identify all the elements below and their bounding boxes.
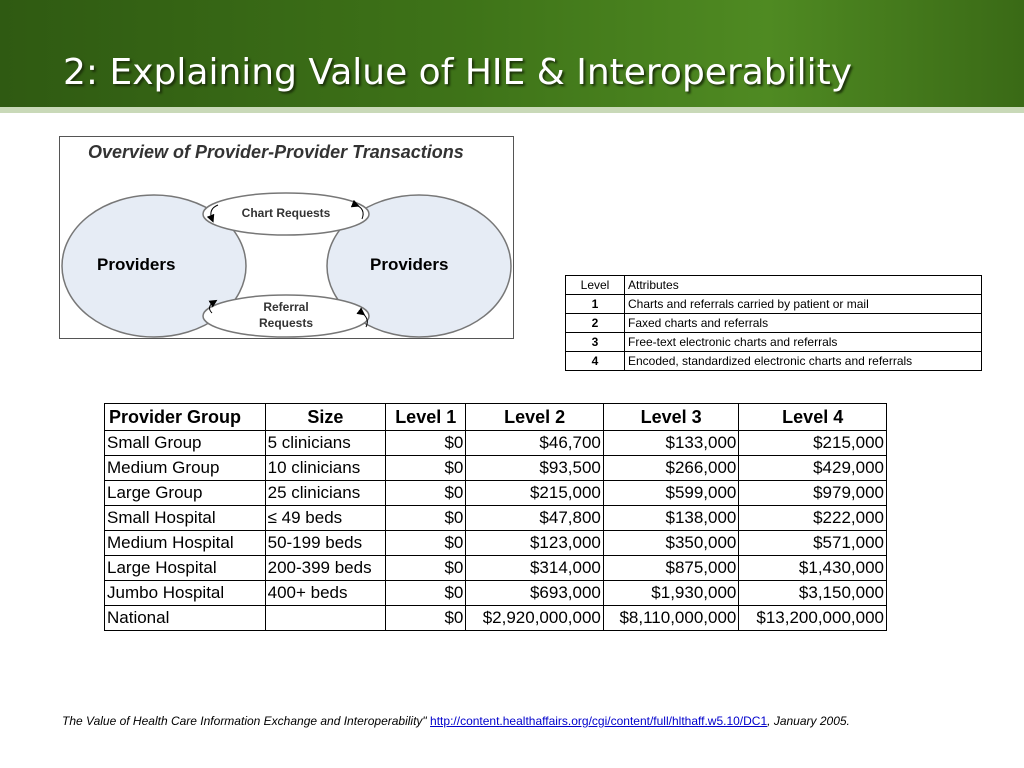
level-2-cell: $314,000 (466, 556, 604, 581)
level-cell: 4 (566, 352, 625, 371)
diagram-title: Overview of Provider-Provider Transactions (88, 142, 464, 162)
header-level-1: Level 1 (386, 404, 466, 431)
size-cell: 50-199 beds (265, 531, 385, 556)
level-4-cell: $215,000 (739, 431, 887, 456)
table-row (105, 431, 887, 456)
level-1-cell: $0 (386, 506, 466, 531)
provider-group-cell: Medium Group (105, 456, 266, 481)
provider-group-cell: Small Hospital (105, 506, 266, 531)
right-providers-label: Providers (370, 255, 449, 274)
header-level-3: Level 3 (603, 404, 739, 431)
attributes-cell: Free-text electronic charts and referrals (625, 333, 982, 352)
referral-requests-label (226, 299, 346, 331)
header-level: Level (566, 276, 625, 295)
level-2-cell: $215,000 (466, 481, 604, 506)
level-3-cell: $138,000 (603, 506, 739, 531)
level-4-cell: $571,000 (739, 531, 887, 556)
citation (62, 714, 850, 728)
level-1-cell: $0 (386, 606, 466, 631)
provider-group-cell: Large Group (105, 481, 266, 506)
table-row (105, 456, 887, 481)
provider-group-cell: Jumbo Hospital (105, 581, 266, 606)
level-3-cell: $875,000 (603, 556, 739, 581)
chart-requests-label: Chart Requests (241, 206, 331, 220)
size-cell (265, 606, 385, 631)
citation-link[interactable]: http://content.healthaffairs.org/cgi/content/full/hlthaff.w5.10/DC1 (430, 714, 768, 728)
table-row (566, 295, 982, 314)
header-attributes: Attributes (625, 276, 982, 295)
transactions-diagram (59, 136, 514, 339)
provider-group-cell: Small Group (105, 431, 266, 456)
size-cell: 200-399 beds (265, 556, 385, 581)
left-providers-label: Providers (97, 255, 176, 274)
table-row (105, 531, 887, 556)
referral-label-line1: Referral (263, 300, 309, 314)
slide-title: 2: Explaining Value of HIE & Interoperability (63, 52, 853, 93)
table-row (566, 352, 982, 371)
level-1-cell: $0 (386, 481, 466, 506)
level-2-cell: $123,000 (466, 531, 604, 556)
table-row (566, 333, 982, 352)
size-cell: 25 clinicians (265, 481, 385, 506)
table-row (105, 606, 887, 631)
level-2-cell: $693,000 (466, 581, 604, 606)
level-1-cell: $0 (386, 556, 466, 581)
level-1-cell: $0 (386, 431, 466, 456)
level-3-cell: $1,930,000 (603, 581, 739, 606)
table-row (566, 314, 982, 333)
table-header-row (566, 276, 982, 295)
table-row (105, 581, 887, 606)
level-1-cell: $0 (386, 581, 466, 606)
size-cell: 5 clinicians (265, 431, 385, 456)
citation-date: , January 2005. (767, 714, 850, 728)
level-4-cell: $13,200,000,000 (739, 606, 887, 631)
level-3-cell: $133,000 (603, 431, 739, 456)
level-2-cell: $46,700 (466, 431, 604, 456)
provider-cost-table (104, 403, 887, 631)
provider-group-cell: National (105, 606, 266, 631)
provider-group-cell: Large Hospital (105, 556, 266, 581)
attributes-cell: Encoded, standardized electronic charts and referrals (625, 352, 982, 371)
level-3-cell: $266,000 (603, 456, 739, 481)
header-size: Size (265, 404, 385, 431)
header-level-4: Level 4 (739, 404, 887, 431)
table-header-row (105, 404, 887, 431)
citation-text: The Value of Health Care Information Exchange and Interoperability" (62, 714, 427, 728)
level-2-cell: $93,500 (466, 456, 604, 481)
level-4-cell: $1,430,000 (739, 556, 887, 581)
referral-label-line2: Requests (258, 316, 314, 330)
title-bar (0, 0, 1024, 113)
level-4-cell: $222,000 (739, 506, 887, 531)
provider-group-cell: Medium Hospital (105, 531, 266, 556)
level-1-cell: $0 (386, 531, 466, 556)
header-level-2: Level 2 (466, 404, 604, 431)
attributes-cell: Charts and referrals carried by patient or mail (625, 295, 982, 314)
level-4-cell: $429,000 (739, 456, 887, 481)
level-3-cell: $8,110,000,000 (603, 606, 739, 631)
level-cell: 3 (566, 333, 625, 352)
level-4-cell: $979,000 (739, 481, 887, 506)
table-row (105, 556, 887, 581)
table-row (105, 481, 887, 506)
level-cell: 1 (566, 295, 625, 314)
level-1-cell: $0 (386, 456, 466, 481)
level-4-cell: $3,150,000 (739, 581, 887, 606)
level-3-cell: $599,000 (603, 481, 739, 506)
size-cell: 10 clinicians (265, 456, 385, 481)
interoperability-levels-table (565, 275, 982, 371)
attributes-cell: Faxed charts and referrals (625, 314, 982, 333)
level-2-cell: $47,800 (466, 506, 604, 531)
level-3-cell: $350,000 (603, 531, 739, 556)
level-cell: 2 (566, 314, 625, 333)
table-row (105, 506, 887, 531)
size-cell: ≤ 49 beds (265, 506, 385, 531)
header-provider-group: Provider Group (105, 404, 266, 431)
level-2-cell: $2,920,000,000 (466, 606, 604, 631)
size-cell: 400+ beds (265, 581, 385, 606)
